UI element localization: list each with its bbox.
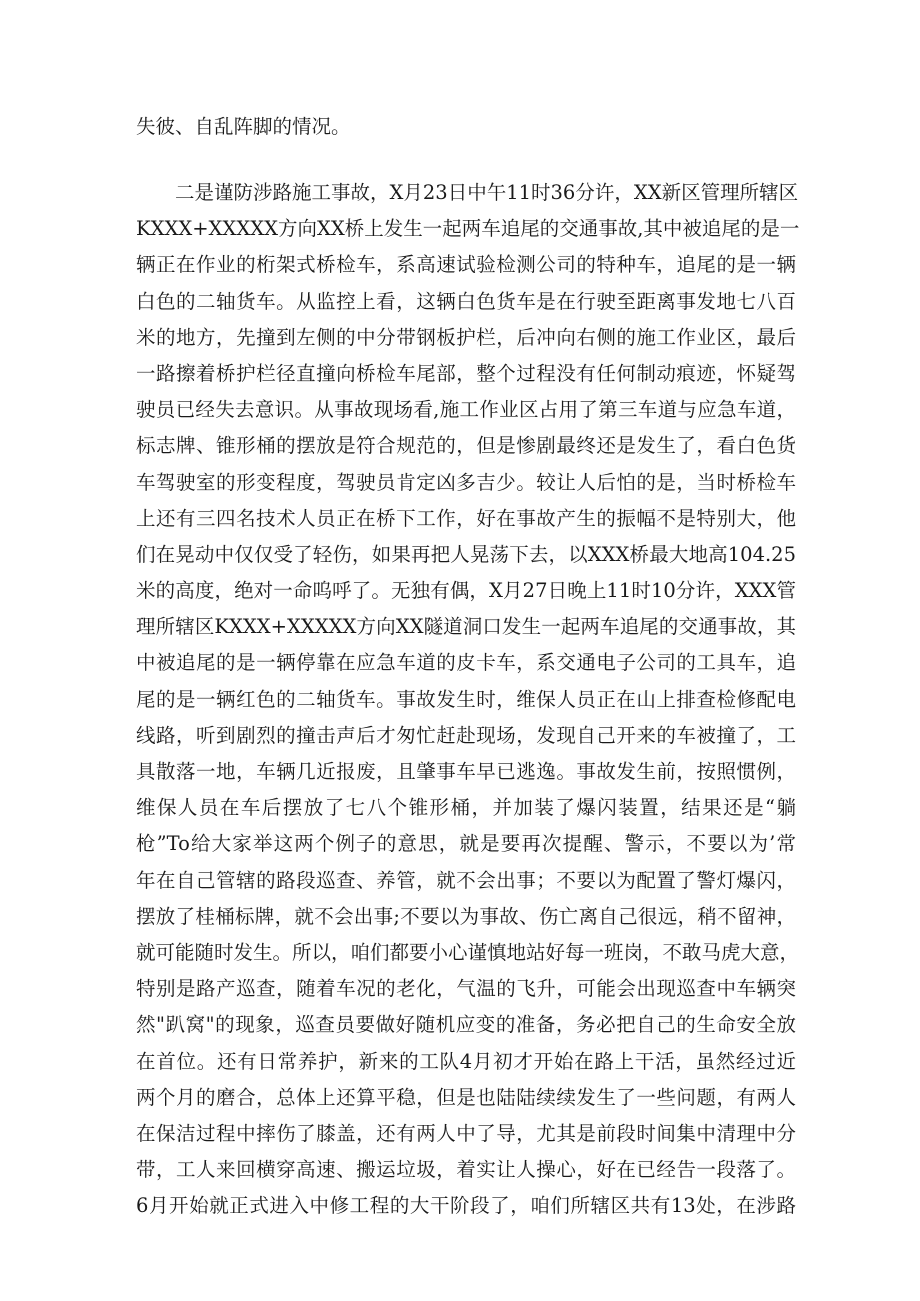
text-line: 线路，听到剧烈的撞击声后才匆忙赶赴现场，发现自己开来的车被撞了，工 [136,723,796,747]
paragraph-2 [136,175,800,1224]
text-line: 带，工人来回横穿高速、搬运垃圾，着实让人操心，好在已经告一段落了。 [136,1158,796,1182]
text-line: 在首位。还有日常养护，新来的工队4月初才开始在路上干活，虽然经过近 [136,1049,796,1073]
text-line: 尾的是一辆红色的二轴货车。事故发生时，维保人员正在山上排查检修配电 [136,687,796,711]
text-line: 标志牌、锥形桶的摆放是符合规范的，但是惨剧最终还是发生了，看白色货 [136,434,796,458]
text-line: 具散落一地，车辆几近报废，且肇事车早已逃逸。事故发生前，按照惯例， [136,760,796,783]
text-line: 米的地方，先撞到左侧的中分带钢板护栏，后冲向右侧的施工作业区，最后 [136,325,796,349]
text-line: 米的高度，绝对一命呜呼了。无独有偶，X月27日晚上11时10分许，XXX管 [136,579,796,603]
text-line: 摆放了桂桶标牌，就不会出事;不要以为事故、伤亡离自己很远，稍不留神， [136,904,796,928]
text-line: 二是谨防涉路施工事故，X月23日中午11时36分许，XX新区管理所辖区 [136,181,799,204]
text-line: 一路擦着桥护栏径直撞向桥检车尾部，整个过程没有任何制动痕迹，怀疑驾 [136,361,796,385]
text-line: 维保人员在车后摆放了七八个锥形桶，并加装了爆闪装置，结果还是“躺 [136,796,796,820]
text-line: 白色的二轴货车。从监控上看，这辆白色货车是在行驶至距离事发地七八百 [136,289,796,313]
text-line: 车驾驶室的形变程度，驾驶员肯定凶多吉少。较让人后怕的是，当时桥检车 [136,470,796,494]
text-line: 辆正在作业的桁架式桥检车，系高速试验检测公司的特种车，追尾的是一辆 [136,253,796,277]
text-line: 在保洁过程中摔伤了膝盖，还有两人中了导，尤其是前段时间集中清理中分 [136,1121,796,1145]
text-line: 中被追尾的是一辆停靠在应急车道的皮卡车，系交通电子公司的工具车，追 [136,651,796,675]
text-line: 年在自己管辖的路段巡查、养管，就不会出事；不要以为配置了警灯爆闪， [136,868,796,892]
text-line: 特别是路产巡查，随着车况的老化，气温的飞升，可能会出现巡查中车辆突 [136,977,796,1001]
paragraph-1 [136,109,796,145]
text-line: 理所辖区KXXX+XXXXX方向XX隧道洞口发生一起两车追尾的交通事故，其 [136,615,796,639]
text-line: KXXX+XXXXX方向XX桥上发生一起两车追尾的交通事故,其中被追尾的是一 [136,217,800,241]
text-line: 失彼、自乱阵脚的情况。 [136,115,351,138]
text-line: 两个月的磨合，总体上还算平稳，但是也陆陆续续发生了一些问题，有两人 [136,1085,796,1109]
text-line: 上还有三四名技术人员正在桥下工作，好在事故产生的振幅不是特别大，他 [136,506,796,530]
text-line: 就可能随时发生。所以，咱们都要小心谨慎地站好每一班岗，不敢马虎大意， [136,940,800,964]
text-line: 枪”To给大家举这两个例子的意思，就是要再次提醒、警示，不要以为’常 [136,832,796,856]
text-line: 们在晃动中仅仅受了轻伤，如果再把人晃荡下去，以XXX桥最大地高104.25 [136,542,796,566]
text-line: 6月开始就正式进入中修工程的大干阶段了，咱们所辖区共有13处，在涉路 [136,1194,796,1218]
text-line: 驶员已经失去意识。从事故现场看,施工作业区占用了第三车道与应急车道， [136,398,796,422]
text-line: 然"趴窝"的现象，巡查员要做好随机应变的准备，务必把自己的生命安全放 [136,1013,796,1037]
